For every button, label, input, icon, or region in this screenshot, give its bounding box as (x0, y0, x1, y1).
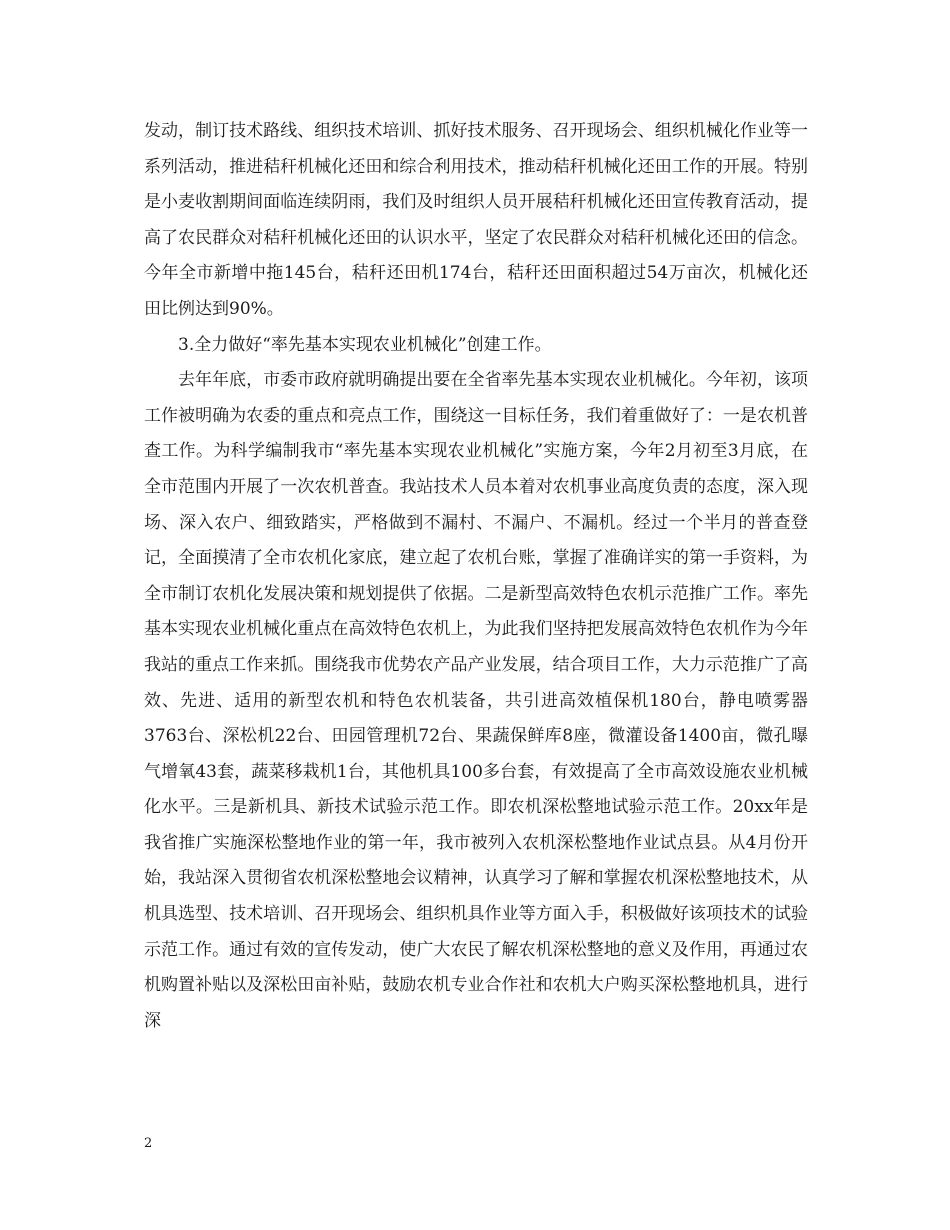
page-number: 2 (144, 1136, 153, 1151)
document-body (144, 114, 808, 1039)
paragraph-continuation: 发动，制订技术路线、组织技术培训、抓好技术服务、召开现场会、组织机械化作业等一系列活动，推进秸秆机械化还田和综合利用技术，推动秸秆机械化还田工作的开展。特别是小麦收割期间面临连续阴雨，我们及时组织人员开展秸秆机械化还田宣传教育活动，提高了农民群众对秸秆机械化还田的认识水平，坚定了农民群众对秸秆机械化还田的信念。今年全市新增中拖145台，秸秆还田机174台，秸秆还田面积超过54万亩次，机械化还田比例达到90%。 (144, 121, 808, 319)
paragraph-body: 去年年底，市委市政府就明确提出要在全省率先基本实现农业机械化。今年初，该项工作被明确为农委的重点和亮点工作，围绕这一目标任务，我们着重做好了：一是农机普查工作。为科学编制我市“率先基本实现农业机械化”实施方案，今年2月初至3月底，在全市范围内开展了一次农机普查。我站技术人员本着对农机事业高度负责的态度，深入现场、深入农户、细致踏实，严格做到不漏村、不漏户、不漏机。经过一个半月的普查登记，全面摸清了全市农机化家底，建立起了农机台账，掌握了准确详实的第一手资料，为全市制订农机化发展决策和规划提供了依据。二是新型高效特色农机示范推广工作。率先基本实现农业机械化重点在高效特色农机上，为此我们坚持把发展高效特色农机作为今年我站的重点工作来抓。围绕我市优势农产品产业发展，结合项目工作，大力示范推广了高效、先进、适用的新型农机和特色农机装备，共引进高效植保机180台，静电喷雾器3763台、深松机22台、田园管理机72台、果蔬保鲜库8座，微灌设备1400亩，微孔曝气增氧43套，蔬菜移栽机1台，其他机具100多台套，有效提高了全市高效设施农业机械化水平。三是新机具、新技术试验示范工作。即农机深松整地试验示范工作。20xx年是我省推广实施深松整地作业的第一年，我市被列入农机深松整地作业试点县。从4月份开始，我站深入贯彻省农机深松整地会议精神，认真学习了解和掌握农机深松整地技术，从机具选型、技术培训、召开现场会、组织机具作业等方面入手，积极做好该项技术的试验示范工作。通过有效的宣传发动，使广大农民了解农机深松整地的意义及作用，再通过农机购置补贴以及深松田亩补贴，鼓励农机专业合作社和农机大户购买深松整地机具，进行深 (144, 370, 808, 1031)
section-heading: 3.全力做好“率先基本实现农业机械化”创建工作。 (178, 334, 552, 355)
